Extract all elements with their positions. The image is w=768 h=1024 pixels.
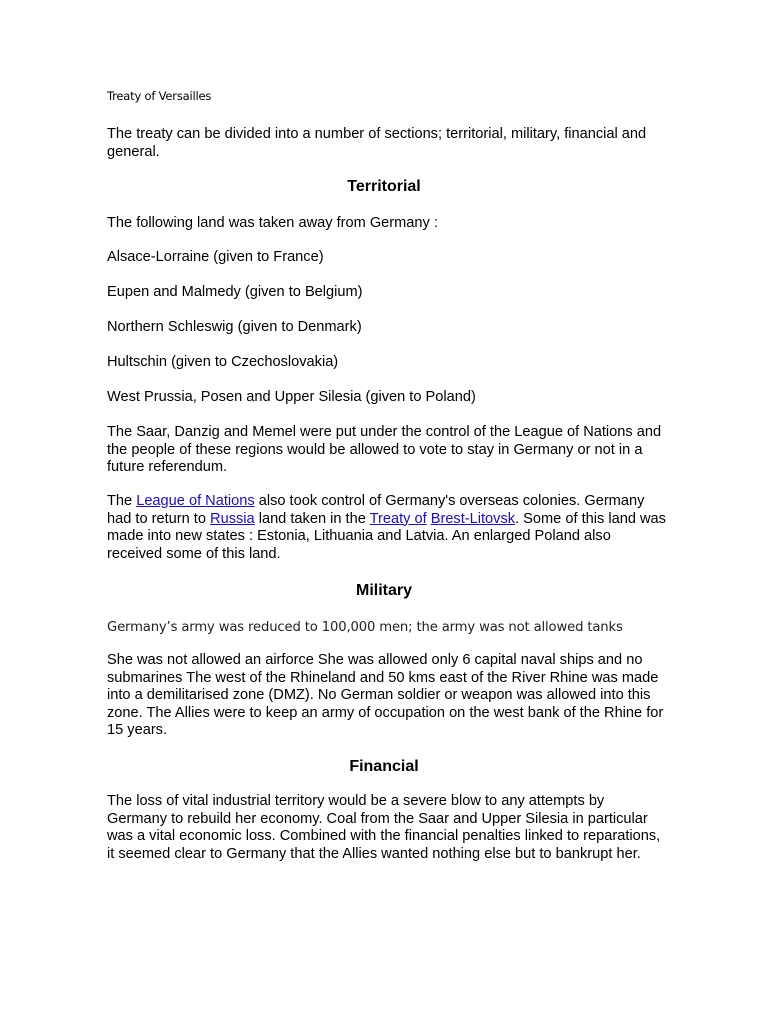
army-paragraph: Germany’s army was reduced to 100,000 men; the army was not allowed tanks xyxy=(107,620,623,635)
territory-item: West Prussia, Posen and Upper Silesia (given to Poland) xyxy=(107,389,476,405)
financial-paragraph: The loss of vital industrial territory would be a severe blow to any attempts by Germany to rebuild her economy. Coal from the Saar and Upper Silesia in particular was a vital economic loss. Combined with the financial penalties linked to reparations, it seemed clear to Germany that the Allies wanted nothing else but to bankrupt her. xyxy=(107,793,661,862)
territory-item: Eupen and Malmedy (given to Belgium) xyxy=(107,284,363,300)
heading-military: Military xyxy=(355,582,412,599)
territory-item: Hultschin (given to Czechoslovakia) xyxy=(107,354,339,370)
colonies-text: The xyxy=(107,493,137,509)
heading-financial: Financial xyxy=(349,758,419,775)
league-of-nations-link[interactable]: League of Nations xyxy=(136,493,255,509)
document-title: Treaty of Versailles xyxy=(107,89,212,103)
saar-paragraph: The Saar, Danzig and Memel were put under the control of the League of Nations and the people of these regions would be allowed to vote to stay in Germany or not in a future referendum. xyxy=(107,424,662,475)
heading-territorial: Territorial xyxy=(347,178,421,195)
russia-link[interactable]: Russia xyxy=(210,510,255,527)
territory-item: Alsace-Lorraine (given to France) xyxy=(107,249,324,265)
intro-paragraph: The treaty can be divided into a number of sections; territorial, military, financial and general. xyxy=(107,126,647,160)
colonies-text: . Some of this land was made into new states : Estonia, Lithuania and Latvia. An enlarged Poland also received some of this land. xyxy=(107,510,666,562)
colonies-paragraph xyxy=(107,493,667,563)
colonies-text: also took control of Germany's overseas colonies. Germany had to return to xyxy=(107,493,645,527)
treaty-of-link[interactable]: Treaty of xyxy=(369,510,427,527)
territory-item: Northern Schleswig (given to Denmark) xyxy=(107,319,362,335)
brest-litovsk-link[interactable]: Brest-Litovsk xyxy=(430,510,516,527)
colonies-text: land taken in the xyxy=(254,510,370,527)
territorial-lead: The following land was taken away from Germany : xyxy=(107,215,438,231)
military-details-paragraph: She was not allowed an airforce She was allowed only 6 capital naval ships and no submarines The west of the Rhineland and 50 kms east of the River Rhine was made into a demilitarised zone (DMZ). No German soldier or weapon was allowed into this zone. The Allies were to keep an army of occupation on the west bank of the Rhine for 15 years. xyxy=(107,652,664,738)
